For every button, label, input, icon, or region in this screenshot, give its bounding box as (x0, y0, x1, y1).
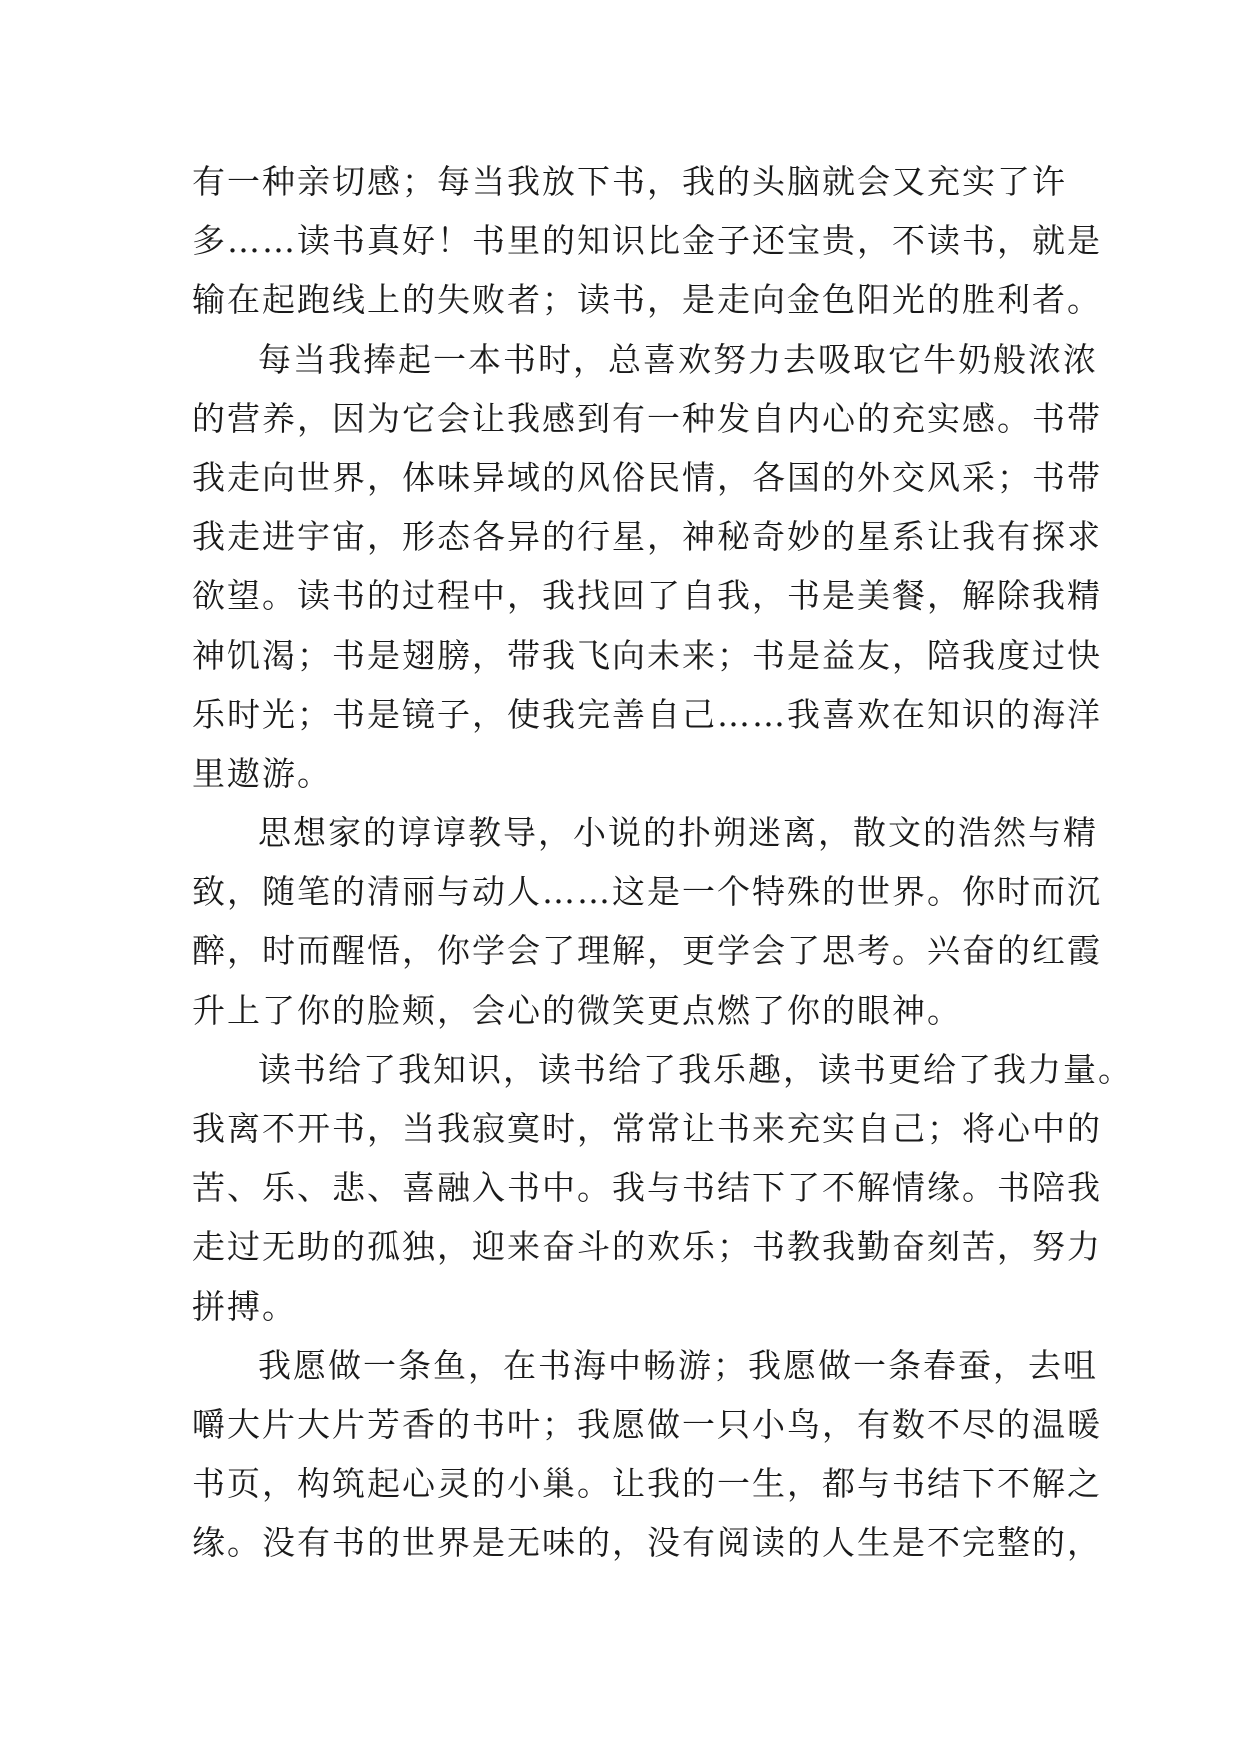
text-line: 欲望。读书的过程中，我找回了自我，书是美餐，解除我精 (192, 576, 1102, 616)
text-line: 多……读书真好！书里的知识比金子还宝贵，不读书，就是 (192, 221, 1102, 261)
text-line: 输在起跑线上的失败者；读书，是走向金色阳光的胜利者。 (192, 280, 1102, 320)
essay-body (192, 152, 1133, 1573)
paragraph-first-line: 读书给了我知识，读书给了我乐趣，读书更给了我力量。 (258, 1049, 1133, 1089)
text-line: 书页，构筑起心灵的小巢。让我的一生，都与书结下不解之 (192, 1464, 1102, 1504)
text-line: 走过无助的孤独，迎来奋斗的欢乐；书教我勤奋刻苦，努力 (192, 1227, 1102, 1267)
paragraph-last-line: 升上了你的脸颊，会心的微笑更点燃了你的眼神。 (192, 990, 962, 1030)
text-line: 嚼大片大片芳香的书叶；我愿做一只小鸟，有数不尽的温暖 (192, 1404, 1102, 1444)
text-line: 我走进宇宙，形态各异的行星，神秘奇妙的星系让我有探求 (192, 517, 1102, 557)
paragraph-first-line: 我愿做一条鱼，在书海中畅游；我愿做一条春蚕，去咀 (258, 1345, 1098, 1385)
text-line: 神饥渴；书是翅膀，带我飞向未来；书是益友，陪我度过快 (192, 635, 1102, 675)
text-line: 我离不开书，当我寂寞时，常常让书来充实自己；将心中的 (192, 1109, 1102, 1148)
text-line: 我走向世界，体味异域的风俗民情，各国的外交风采；书带 (192, 457, 1102, 497)
paragraph-last-line: 拼搏。 (192, 1286, 297, 1326)
paragraph-last-line: 里遨游。 (192, 753, 332, 793)
text-line: 苦、乐、悲、喜融入书中。我与书结下了不解情缘。书陪我 (192, 1168, 1102, 1208)
text-line: 有一种亲切感；每当我放下书，我的头脑就会又充实了许 (192, 162, 1067, 201)
text-line: 的营养，因为它会让我感到有一种发自内心的充实感。书带 (192, 398, 1102, 438)
text-line: 乐时光；书是镜子，使我完善自己……我喜欢在知识的海洋 (192, 694, 1102, 734)
text-line: 致，随笔的清丽与动人……这是一个特殊的世界。你时而沉 (192, 872, 1102, 912)
paragraph-first-line: 每当我捧起一本书时，总喜欢努力去吸取它牛奶般浓浓 (258, 339, 1098, 379)
text-line: 缘。没有书的世界是无味的，没有阅读的人生是不完整的， (192, 1523, 1102, 1563)
text-line: 醉，时而醒悟，你学会了理解，更学会了思考。兴奋的红霞 (192, 931, 1102, 971)
paragraph-first-line: 思想家的谆谆教导，小说的扑朔迷离，散文的浩然与精 (258, 813, 1098, 853)
